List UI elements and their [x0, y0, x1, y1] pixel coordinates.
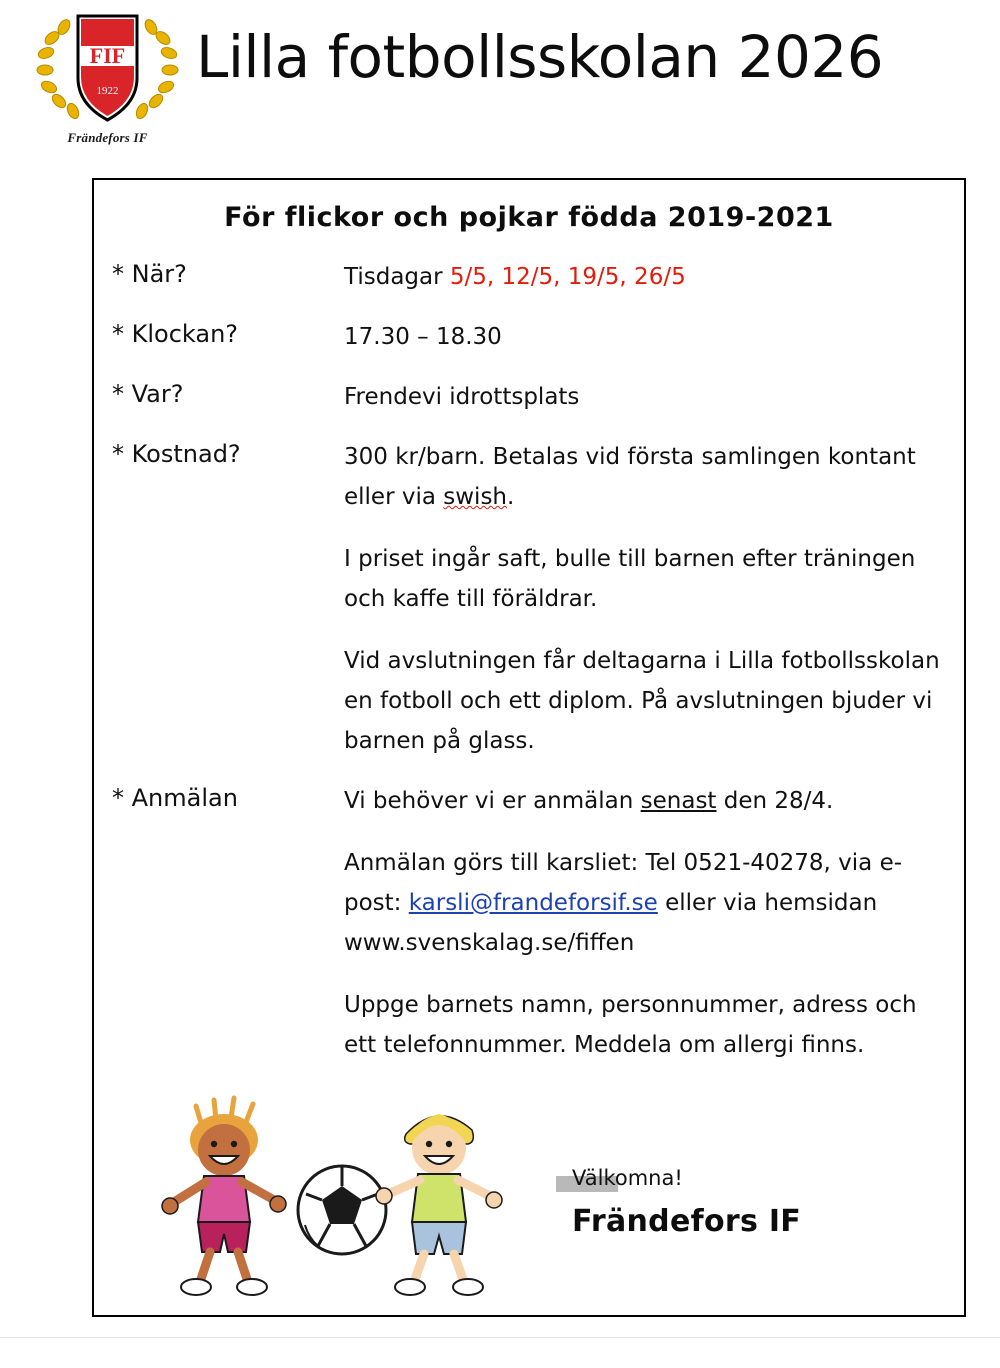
row-kostnad [112, 437, 942, 761]
value-klockan-text: 17.30 – 18.30 [344, 324, 502, 350]
value-nar-text [344, 257, 942, 297]
poster-header [0, 0, 1000, 160]
boy-figure [376, 1114, 502, 1295]
poster-frame [92, 178, 966, 1317]
kostnad-paragraph-2: I priset ingår saft, bulle till barnen efter träningen och kaffe till föräldrar. [344, 546, 916, 612]
poster-footer [94, 1067, 964, 1297]
value-klockan [344, 317, 942, 357]
row-var [112, 377, 942, 417]
anmalan-paragraph-2 [344, 843, 942, 963]
label-anmalan: * Anmälan [112, 784, 238, 812]
kostnad-paragraph-3: Vid avslutningen får deltagarna i Lilla fotbollsskolan en fotboll och ett diplom. På avslutningen bjuder vi barnen på glass. [344, 648, 940, 754]
svg-text:1922: 1922 [96, 85, 119, 97]
row-anmalan [112, 781, 942, 1065]
value-var [344, 377, 942, 417]
football-icon [298, 1166, 386, 1254]
club-logo [30, 8, 185, 156]
club-signature: Frändefors IF [572, 1204, 802, 1239]
row-nar [112, 257, 942, 297]
value-nar [344, 257, 942, 297]
anmalan-p2-b: eller via hemsidan www.svenskalag.se/fiffen [344, 890, 878, 956]
page-footer-strip [0, 1337, 1000, 1368]
anmalan-p1-senast: senast [640, 788, 717, 814]
row-klockan [112, 317, 942, 357]
value-nar-dates: 5/5, 12/5, 19/5, 26/5 [449, 264, 686, 290]
kostnad-p1-a: 300 kr/barn. Betalas vid första samlingen kontant eller via [344, 444, 916, 510]
label-var: * Var? [112, 380, 184, 408]
value-kostnad [344, 437, 942, 761]
label-nar: * När? [112, 260, 187, 288]
anmalan-p2-a: Anmälan görs till karsliet: Tel 0521-40278, via e-post: [344, 850, 903, 916]
poster-rows [94, 257, 964, 1065]
kostnad-p1-swish: swish [443, 484, 508, 510]
welcome-text: Välkomna! [572, 1166, 683, 1190]
anmalan-paragraph-1 [344, 781, 942, 821]
poster-subtitle: För flickor och pojkar födda 2019-2021 [224, 202, 834, 233]
svg-text:FIF: FIF [89, 43, 126, 68]
girl-figure [162, 1098, 286, 1295]
value-var-text: Frendevi idrottsplats [344, 384, 580, 410]
kids-illustration [156, 1082, 576, 1297]
label-kostnad: * Kostnad? [112, 440, 241, 468]
value-anmalan [344, 781, 942, 1065]
page-title: Lilla fotbollsskolan 2026 [196, 23, 884, 91]
anmalan-p1-c: den 28/4. [716, 788, 834, 814]
value-nar-prefix: Tisdagar [344, 264, 450, 290]
label-klockan: * Klockan? [112, 320, 239, 348]
anmalan-p1-a: Vi behöver vi er anmälan [344, 788, 641, 814]
email-link[interactable]: karsli@frandeforsif.se [408, 890, 658, 916]
signoff-block [572, 1166, 932, 1239]
kostnad-p1-c: . [507, 484, 515, 510]
kostnad-paragraph-1 [344, 437, 942, 517]
club-logo-caption: Frändefors IF [67, 130, 148, 145]
anmalan-paragraph-3: Uppge barnets namn, personnummer, adress och ett telefonnummer. Meddela om allergi finns. [344, 992, 917, 1058]
